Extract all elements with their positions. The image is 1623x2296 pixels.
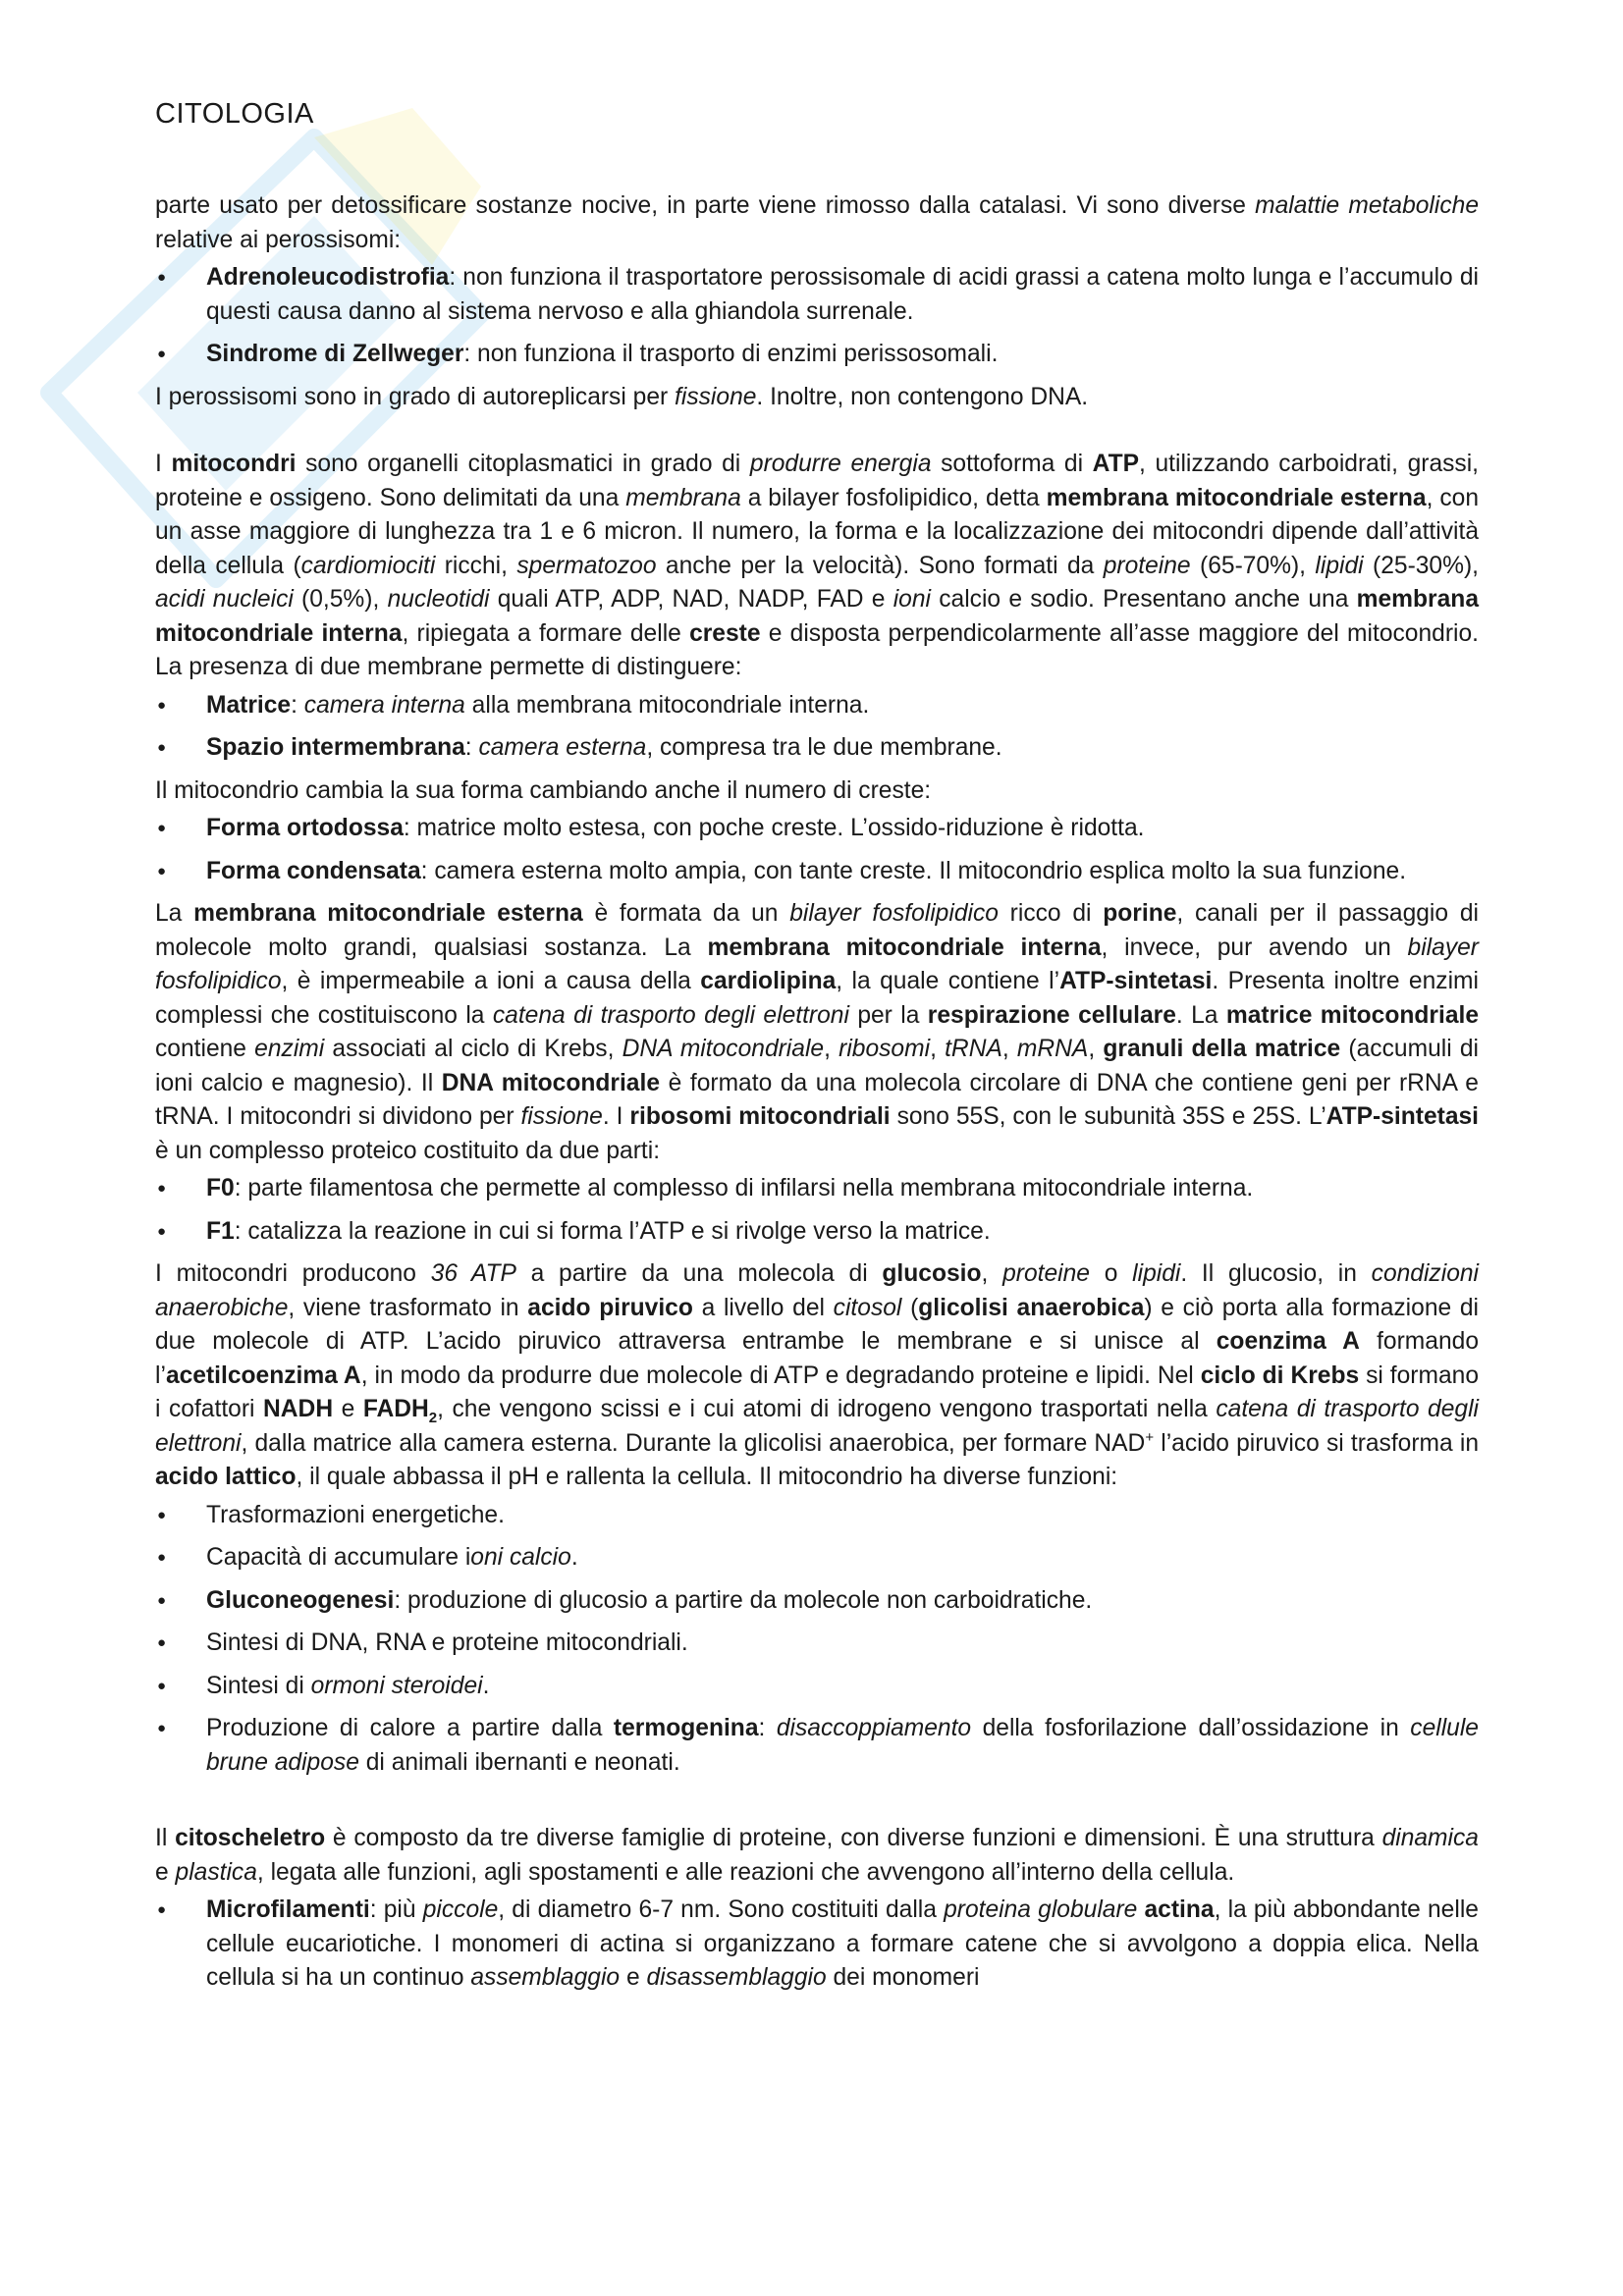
mitochondria-functions-list (155, 1499, 1479, 1781)
list-item: ● F1: catalizza la reazione in cui si forma l’ATP e si rivolge verso la matrice. (155, 1215, 1479, 1250)
mitochondria-membranes-paragraph: La membrana mitocondriale esterna è formata da un bilayer fosfolipidico ricco di porine, canali per il passaggio di molecole molto grandi, qualsiasi sostanza. La membrana mitocondriale interna, invece, pur avendo un bilayer fosfolipidico, è impermeabile a ioni a causa della cardiolipina, la quale contiene l’ATP-sintetasi. Presenta inoltre enzimi complessi che costituiscono la catena di trasporto degli elettroni per la respirazione cellulare. La matrice mitocondriale contiene enzimi associati al ciclo di Krebs, DNA mitocondriale, ribosomi, tRNA, mRNA, granuli della matrice (accumuli di ioni calcio e magnesio). Il DNA mitocondriale è formato da una molecola circolare di DNA che contiene geni per rRNA e tRNA. I mitocondri si dividono per fissione. I ribosomi mitocondriali sono 55S, con le subunità 35S e 25S. L’ATP-sintetasi è un complesso proteico costituito da due parti: (155, 900, 1480, 1164)
list-item: ● Gluconeogenesi: produzione di glucosio a partire da molecole non carboidratiche. (155, 1584, 1479, 1619)
mitochondria-shape-paragraph: Il mitocondrio cambia la sua forma cambiando anche il numero di creste: (155, 776, 932, 804)
list-item: ● F0: parte filamentosa che permette al complesso di infilarsi nella membrana mitocondriale interna. (155, 1172, 1479, 1206)
list-item: ● Sindrome di Zellweger: non funziona il trasporto di enzimi perissosomali. (155, 338, 1479, 372)
list-item: ● Forma ortodossa: matrice molto estesa, con poche creste. L’ossido-riduzione è ridotta. (155, 812, 1479, 846)
list-item: ● Adrenoleucodistrofia: non funziona il trasportatore perossisomale di acidi grassi a catena molto lunga e l’accumulo di questi causa danno al sistema nervoso e alla ghiandola surrenale. (155, 261, 1479, 329)
list-item: ● Capacità di accumulare ioni calcio. (155, 1541, 1479, 1575)
cytoskeleton-list (155, 1894, 1479, 1996)
membrane-compartment-list (155, 689, 1479, 766)
list-item: ● Sintesi di ormoni steroidei. (155, 1670, 1479, 1704)
list-item: ● Produzione di calore a partire dalla termogenina: disaccoppiamento della fosforilazione dall’ossidazione in cellule brune adipose di animali ibernanti e neonati. (155, 1712, 1479, 1780)
peroxisome-fission-paragraph: I perossisomi sono in grado di autoreplicarsi per fissione. Inoltre, non contengono DNA. (155, 383, 1089, 410)
document-body (155, 189, 1479, 2004)
list-item: ● Forma condensata: camera esterna molto ampia, con tante creste. Il mitocondrio esplica molto la sua funzione. (155, 855, 1479, 889)
page-header: CITOLOGIA (155, 98, 314, 130)
cytoskeleton-paragraph: Il citoscheletro è composto da tre diverse famiglie di proteine, con diverse funzioni e dimensioni. È una struttura dinamica e plastica, legata alle funzioni, agli spostamenti e alle reazioni che avvengono all’interno della cellula. (155, 1825, 1479, 1886)
peroxisome-paragraph: parte usato per detossificare sostanze nocive, in parte viene rimosso dalla catalasi. Vi sono diverse malattie metaboliche relative ai perossisomi: (155, 192, 1480, 253)
list-item: ● Matrice: camera interna alla membrana mitocondriale interna. (155, 689, 1479, 723)
list-item: ● Microfilamenti: più piccole, di diametro 6-7 nm. Sono costituiti dalla proteina globulare actina, la più abbondante nelle cellule eucariotiche. I monomeri di actina si organizzano a formare catene che si avvolgono a doppia elica. Nella cellula si ha un continuo assemblaggio e disassemblaggio dei monomeri (155, 1894, 1479, 1996)
list-item: ● Spazio intermembrana: camera esterna, compresa tra le due membrane. (155, 731, 1479, 766)
mitochondria-intro-paragraph: I mitocondri sono organelli citoplasmatici in grado di produrre energia sottoforma di ATP, utilizzando carboidrati, grassi, proteine e ossigeno. Sono delimitati da una membrana a bilayer fosfolipidico, detta membrana mitocondriale esterna, con un asse maggiore di lunghezza tra 1 e 6 micron. Il numero, la forma e la localizzazione dei mitocondri dipende dall’attività della cellula (cardiomiociti ricchi, spermatozoo anche per la velocità). Sono formati da proteine (65-70%), lipidi (25-30%), acidi nucleici (0,5%), nucleotidi quali ATP, ADP, NAD, NADP, FAD e ioni calcio e sodio. Presentano anche una membrana mitocondriale interna, ripiegata a formare delle creste e disposta perpendicolarmente all’asse maggiore del mitocondrio. La presenza di due membrane permette di distinguere: (155, 451, 1480, 680)
list-item: ● Trasformazioni energetiche. (155, 1499, 1479, 1533)
peroxisome-disease-list (155, 261, 1479, 372)
atp-production-paragraph: I mitocondri producono 36 ATP a partire da una molecola di glucosio, proteine o lipidi. Il glucosio, in condizioni anaerobiche, viene trasformato in acido piruvico a livello del citosol (glicolisi anaerobica) e ciò porta alla formazione di due molecole di ATP. L’acido piruvico attraversa entrambe le membrane e si unisce al coenzima A formando l’acetilcoenzima A, in modo da produrre due molecole di ATP e degradando proteine e lipidi. Nel ciclo di Krebs si formano i cofattori NADH e $FADH_2$, che vengono scissi e i cui atomi di idrogeno vengono trasportati nella catena di trasporto degli elettroni, dalla matrice alla camera esterna. Durante la glicolisi anaerobica, per formare NAD+ l’acido piruvico si trasforma in acido lattico, il quale abbassa il pH e rallenta la cellula. Il mitocondrio ha diverse funzioni: (155, 1260, 1480, 1490)
atp-synthase-parts-list (155, 1172, 1479, 1249)
list-item: ● Sintesi di DNA, RNA e proteine mitocondriali. (155, 1627, 1479, 1661)
mitochondria-shape-list (155, 812, 1479, 888)
